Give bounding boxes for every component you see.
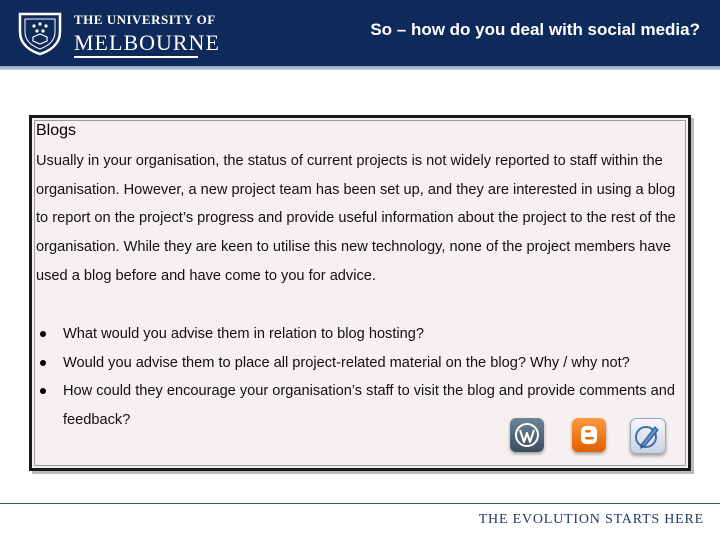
footer-tagline: THE EVOLUTION STARTS HERE [478, 512, 704, 527]
header-divider [0, 66, 720, 70]
list-item: Would you advise them to place all project-related material on the blog? Why / why not? [36, 349, 686, 378]
blogs-panel [29, 115, 691, 471]
crest-icon [16, 10, 64, 56]
footer-divider [0, 503, 720, 504]
blogger-icon[interactable] [572, 418, 606, 452]
logo-underline [74, 56, 198, 58]
livejournal-icon[interactable] [630, 418, 666, 454]
list-item: What would you advise them in relation to blog hosting? [36, 320, 686, 349]
logo-line-1: THE UNIVERSITY OF [74, 12, 216, 27]
blog-platform-icons [510, 418, 680, 458]
header-bar [0, 0, 720, 66]
logo-line-2: MELBOURNE [74, 30, 220, 55]
panel-heading: Blogs [36, 122, 77, 139]
panel-paragraph: Usually in your organisation, the status of current projects is not widely reported to staff within the organisation. However, a new project team has been set up, and they are interested in using a blog to report on the project’s progress and provide useful information about the project to the rest of the organisation. While they are keen to utilise this new technology, none of the project members have used a blog before and have come to you for advice. [36, 153, 676, 284]
slide-title: So – how do you deal with social media? [370, 20, 700, 39]
university-logo[interactable] [14, 8, 220, 58]
wordpress-icon[interactable] [510, 418, 544, 452]
list-item: How could they encourage your organisation’s staff to visit the blog and provide comments and feedback? [36, 377, 686, 434]
